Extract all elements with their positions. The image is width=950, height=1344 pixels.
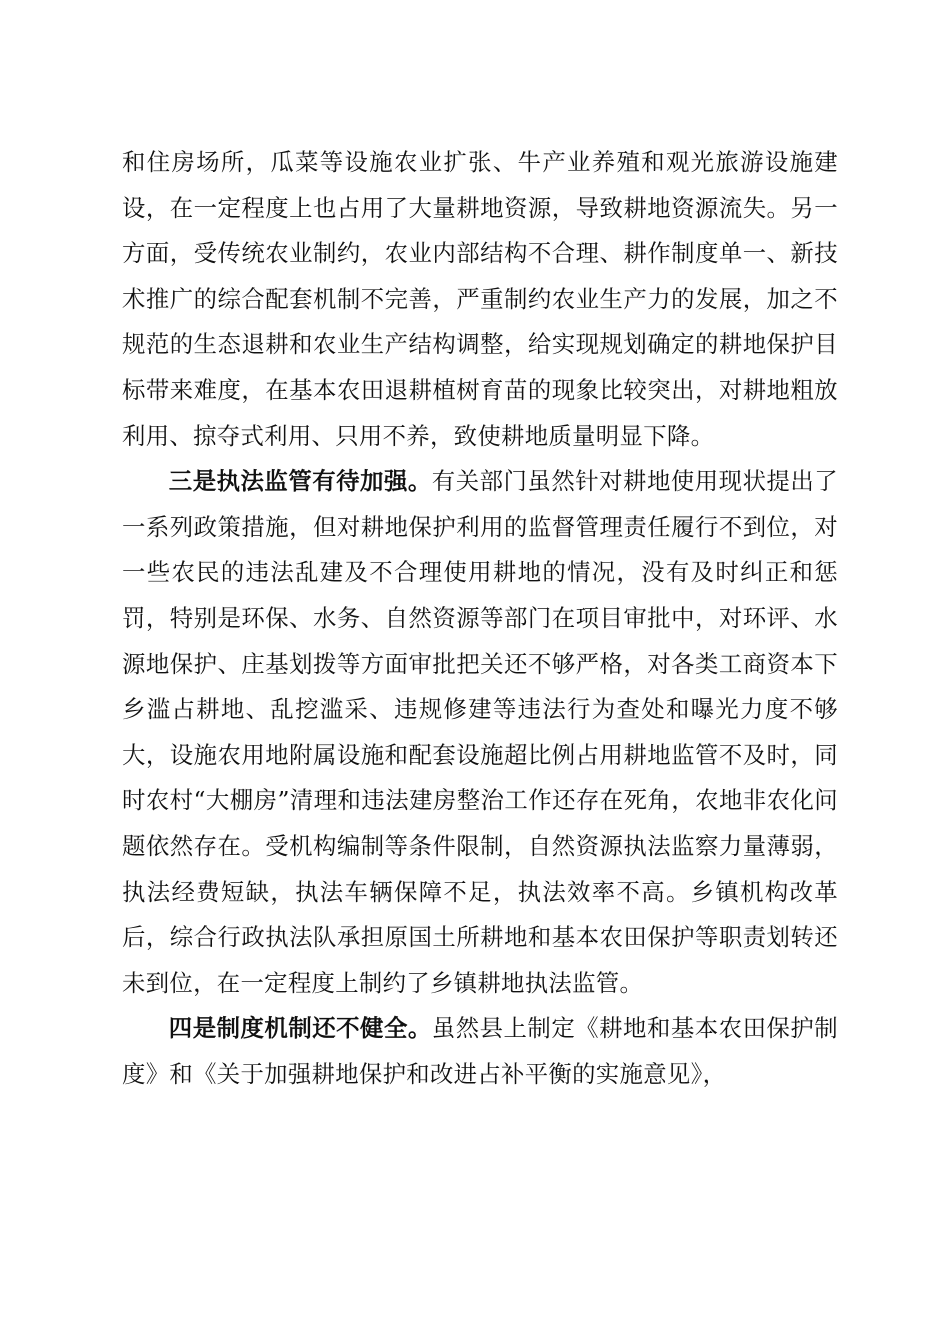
paragraph-text: 虽然县上制定《耕地和基本农田保护制度》和《关于加强耕地保护和改进占补平衡的实施意见》， [122,1014,838,1088]
paragraph-continued [122,140,838,459]
paragraph-heading: 四是制度机制还不健全。 [168,1014,432,1043]
document-body [122,140,838,1097]
paragraph-heading: 三是执法监管有待加强。 [168,467,432,496]
paragraph-enforcement [122,459,838,1006]
paragraph-text: 有关部门虽然针对耕地使用现状提出了一系列政策措施，但对耕地保护利用的监督管理责任履行不到位，对一些农民的违法乱建及不合理使用耕地的情况，没有及时纠正和惩罚，特别是环保、水务、自然资源等部门在项目审批中，对环评、水源地保护、庄基划拨等方面审批把关还不够严格，对各类工商资本下乡滥占耕地、乱挖滥采、违规修建等违法行为查处和曝光力度不够大，设施农用地附属设施和配套设施超比例占用耕地监管不及时，同时农村“大棚房”清理和违法建房整治工作还存在死角，农地非农化问题依然存在。受机构编制等条件限制，自然资源执法监察力量薄弱，执法经费短缺，执法车辆保障不足，执法效率不高。乡镇机构改革后，综合行政执法队承担原国土所耕地和基本农田保护等职责划转还未到位，在一定程度上制约了乡镇耕地执法监管。 [122,467,838,997]
paragraph-institutions [122,1006,838,1097]
paragraph-text: 和住房场所，瓜菜等设施农业扩张、牛产业养殖和观光旅游设施建设，在一定程度上也占用了大量耕地资源，导致耕地资源流失。另一方面，受传统农业制约，农业内部结构不合理、耕作制度单一、新技术推广的综合配套机制不完善，严重制约农业生产力的发展，加之不规范的生态退耕和农业生产结构调整，给实现规划确定的耕地保护目标带来难度，在基本农田退耕植树育苗的现象比较突出，对耕地粗放利用、掠夺式利用、只用不养，致使耕地质量明显下降。 [122,148,838,450]
